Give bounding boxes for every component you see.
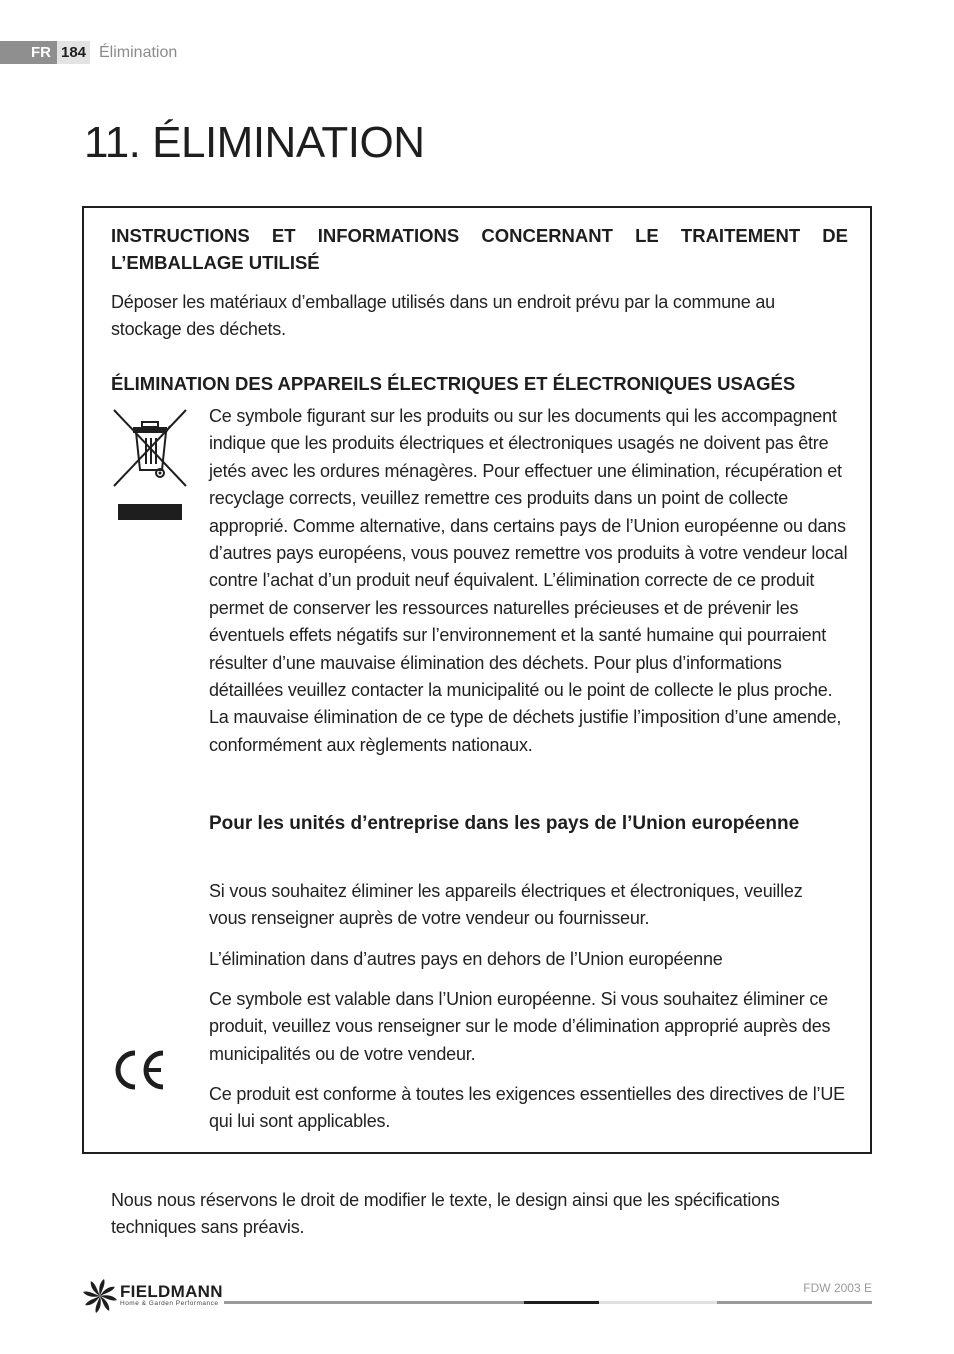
footer-bar-dark: [524, 1301, 599, 1304]
business-heading: Pour les unités d’entreprise dans les pays de l’Union européenne: [209, 813, 800, 834]
brand-tagline: Home & Garden Performance: [120, 1300, 219, 1307]
crossed-out-wheelie-bin-icon: [112, 408, 188, 490]
footer-bar-light: [599, 1301, 717, 1304]
footer-bar-gray-right: [717, 1301, 872, 1304]
page-title: 11. ÉLIMINATION: [84, 118, 425, 167]
page-number: 184: [57, 41, 90, 64]
conformity-text: Ce produit est conforme à toutes les exigences essentielles des directives de l’UE qui lui sont applicables.: [209, 1084, 845, 1132]
fieldmann-logo: [82, 1278, 222, 1314]
packaging-text: Déposer les matériaux d’emballage utilisés dans un endroit prévu par la commune au stockage des déchets.: [111, 292, 775, 340]
packaging-heading: INSTRUCTIONS ET INFORMATIONS CONCERNANT LE TRAITEMENT DE L’EMBALLAGE UTILISÉ: [111, 225, 848, 273]
fieldmann-fan-logo-icon: [82, 1278, 118, 1314]
symbol-valid-text: Ce symbole est valable dans l’Union européenne. Si vous souhaitez éliminer ce produit, veuillez vous renseigner sur le mode d’élimination approprié auprès des municipalités ou de votre vendeur.: [209, 989, 831, 1064]
model-number: FDW 2003 E: [803, 1281, 872, 1295]
outside-eu-text: L’élimination dans d’autres pays en dehors de l’Union européenne: [209, 949, 723, 969]
weee-text: Ce symbole figurant sur les produits ou sur les documents qui les accompagnent indique que les produits électriques et électroniques usagés ne doivent pas être jetés avec les ordures ménagères. Pour effectuer une élimination, récupération et recyclage corrects, veuillez remettre ces produits dans un point de collecte approprié. Comme alternative, dans certains pays de l’Union européenne ou dans d’autres pays européens, vous pouvez remettre vos produits à votre vendeur local contre l’achat d’un produit neuf équivalent. L’élimination correcte de ce produit permet de conserver les ressources naturelles précieuses et de prévenir les éventuels effets négatifs sur l’environnement et la santé humaine qui pourraient résulter d’une mauvaise élimination des déchets. Pour plus d’informations détaillées veuillez contacter la municipalité ou le point de collecte le plus proche. La mauvaise élimination de ce type de déchets justifie l’imposition d’une amende, conformément aux règlements nationaux.: [209, 406, 848, 755]
reservation-notice: Nous nous réservons le droit de modifier le texte, le design ainsi que les spécifications techniques sans préavis.: [111, 1190, 780, 1238]
language-badge: FR: [0, 41, 57, 64]
brand-name: FIELDMANN: [120, 1282, 223, 1301]
business-text: Si vous souhaitez éliminer les appareils électriques et électroniques, veuillez vous renseigner auprès de votre vendeur ou fournisseur.: [209, 881, 803, 929]
ce-mark-icon: [111, 1048, 171, 1092]
header-section-name: Élimination: [99, 44, 178, 61]
weee-heading: ÉLIMINATION DES APPAREILS ÉLECTRIQUES ET ÉLECTRONIQUES USAGÉS: [111, 373, 796, 394]
weee-underline-bar: [118, 504, 182, 520]
footer-bar-gray: [224, 1301, 524, 1304]
disposal-info-box: [82, 206, 872, 1154]
